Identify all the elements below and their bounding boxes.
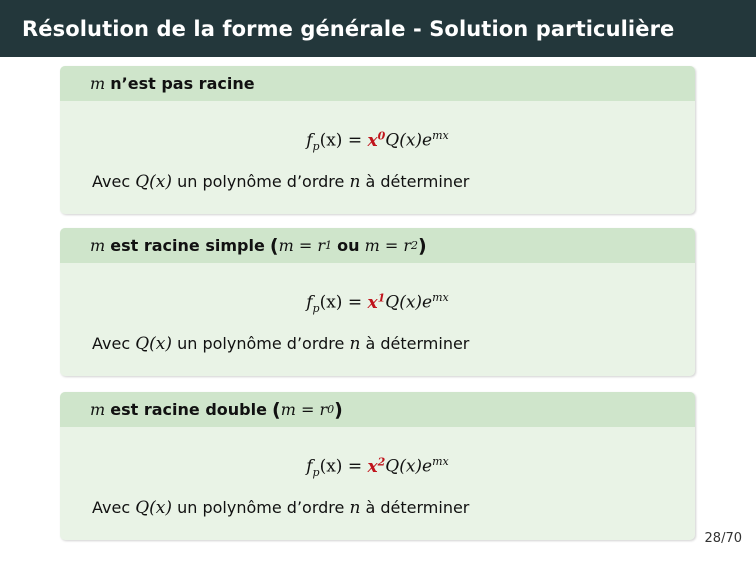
block-description: Avec Q(x) un polynôme d’ordre n à déterminer — [92, 334, 470, 354]
block-simple-root — [60, 228, 695, 376]
slide-title-bar — [0, 0, 756, 57]
header-text: est racine double — [110, 400, 267, 419]
block-not-root — [60, 66, 695, 214]
page-number: 28/70 — [704, 531, 742, 546]
block-header: m est racine double ( m = r 0 ) — [60, 392, 695, 427]
block-double-root — [60, 392, 695, 540]
formula: $f_p(x) = x^2Q(x)e^{mx}$ — [306, 455, 449, 480]
formula: $f_p(x) = x^1Q(x)e^{mx}$ — [306, 291, 449, 316]
block-description: Avec Q(x) un polynôme d’ordre n à déterminer — [92, 498, 470, 518]
header-variable: m — [90, 400, 106, 419]
highlighted-power: $x^1$ — [367, 291, 386, 313]
formula: $f_p(x) = x^0Q(x)e^{mx}$ — [306, 129, 449, 154]
header-text: est racine simple — [110, 236, 265, 255]
header-variable: m — [90, 74, 106, 93]
slide-title: Résolution de la forme générale - Solution particulière — [22, 16, 675, 41]
block-header: m est racine simple ( m = r 1 ou m = r 2 ) — [60, 228, 695, 263]
block-header — [60, 66, 695, 101]
highlighted-power: $x^0$ — [367, 129, 386, 151]
header-variable: m — [90, 236, 106, 255]
block-description: Avec Q(x) un polynôme d’ordre n à déterminer — [92, 172, 470, 192]
highlighted-power: $x^2$ — [367, 455, 386, 477]
header-text: n’est pas racine — [110, 74, 255, 93]
